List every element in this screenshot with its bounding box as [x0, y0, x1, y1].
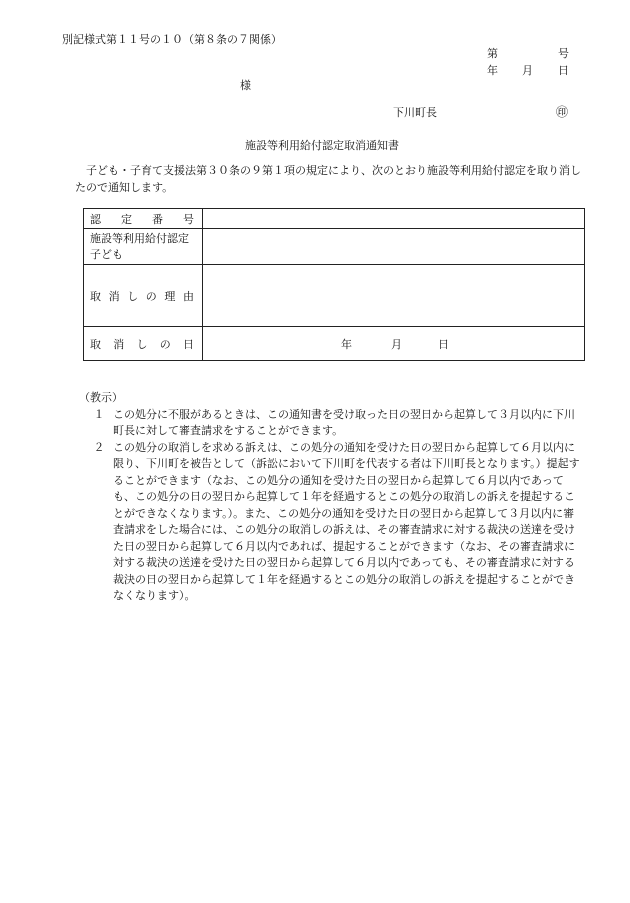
child-label: 施設等利用給付認定子ども — [84, 229, 203, 265]
note-text: この処分の取消しを求める訴えは、この処分の通知を受けた日の翌日から起算して６月以内に限り、下川町を被告として（訴訟において下川町を代表する者は下川町長となります。）提起することができます（なお、この処分の通知を受けた日の翌日から起算して６月以内であっても、この処分の日の翌日から起算して１年を経過するとこの処分の取消しの訴えを提起することができなくなります。）。また、この処分の通知を受けた日の翌日から起算して３月以内に審査請求をした場合には、この処分の取消しの訴えは、その審査請求に対する裁決の送達を受けた日の翌日から起算して６月以内であれば、提起することができます（なお、その審査請求に対する裁決の送達を受けた日の翌日から起算して６月以内であっても、その審査請求に対する裁決の日の翌日から起算して１年を経過するとこの処分の取消しの訴えを提起することができなくなります）。 — [113, 440, 580, 602]
date-year-label: 年 — [487, 64, 498, 77]
form-reference: 別記様式第１１号の１０（第８条の７関係） — [62, 33, 282, 46]
label-char: し — [127, 289, 139, 303]
reason-value — [203, 265, 585, 327]
table-row — [84, 327, 585, 361]
cert-number-value — [203, 209, 585, 229]
cancel-date-day-label: 日 — [438, 337, 449, 351]
label-char: 消 — [108, 289, 120, 303]
label-char: 取 — [90, 337, 101, 351]
label-char: の — [145, 289, 157, 303]
instructions-heading: （教示） — [79, 391, 123, 404]
label-char: 取 — [90, 289, 101, 303]
cancel-date-label — [84, 327, 203, 361]
note-number: ２ — [93, 440, 105, 454]
details-table — [83, 208, 585, 361]
cancel-date-value — [203, 327, 585, 361]
label-char: 消 — [113, 337, 125, 351]
table-row — [84, 209, 585, 229]
addressee-honorific: 様 — [240, 79, 251, 92]
label-char: 認 — [90, 212, 101, 226]
label-char: 日 — [183, 337, 194, 351]
date-day-label: 日 — [558, 64, 569, 77]
note-number: １ — [93, 407, 105, 421]
list-item — [83, 407, 583, 440]
label-char: 号 — [183, 212, 194, 226]
instructions-section — [79, 390, 583, 605]
table-row — [84, 265, 585, 327]
label-char: の — [159, 337, 171, 351]
child-value — [203, 229, 585, 265]
reason-label — [84, 265, 203, 327]
label-char: 理 — [164, 289, 176, 303]
label-char: 定 — [121, 212, 132, 226]
cert-number-label — [84, 209, 203, 229]
number-suffix: 号 — [558, 47, 569, 60]
date-month-label: 月 — [522, 64, 533, 77]
list-item — [83, 440, 583, 605]
label-char: 番 — [152, 212, 163, 226]
cancel-date-month-label: 月 — [391, 337, 402, 351]
document-title: 施設等利用給付認定取消通知書 — [245, 139, 399, 152]
table-row — [84, 229, 585, 265]
label-char: 由 — [182, 289, 194, 303]
issuer-name: 下川町長 — [393, 106, 437, 119]
seal-mark: ㊞ — [556, 105, 569, 119]
number-prefix: 第 — [487, 47, 498, 60]
cancel-date-year-label: 年 — [341, 337, 352, 351]
notice-body: 子ども・子育て支援法第３０条の９第１項の規定により、次のとおり施設等利用給付認定を取り消したので通知します。 — [75, 164, 581, 194]
label-char: し — [136, 337, 148, 351]
note-text: この処分に不服があるときは、この通知書を受け取った日の翌日から起算して３月以内に下川町長に対して審査請求をすることができます。 — [113, 407, 575, 437]
